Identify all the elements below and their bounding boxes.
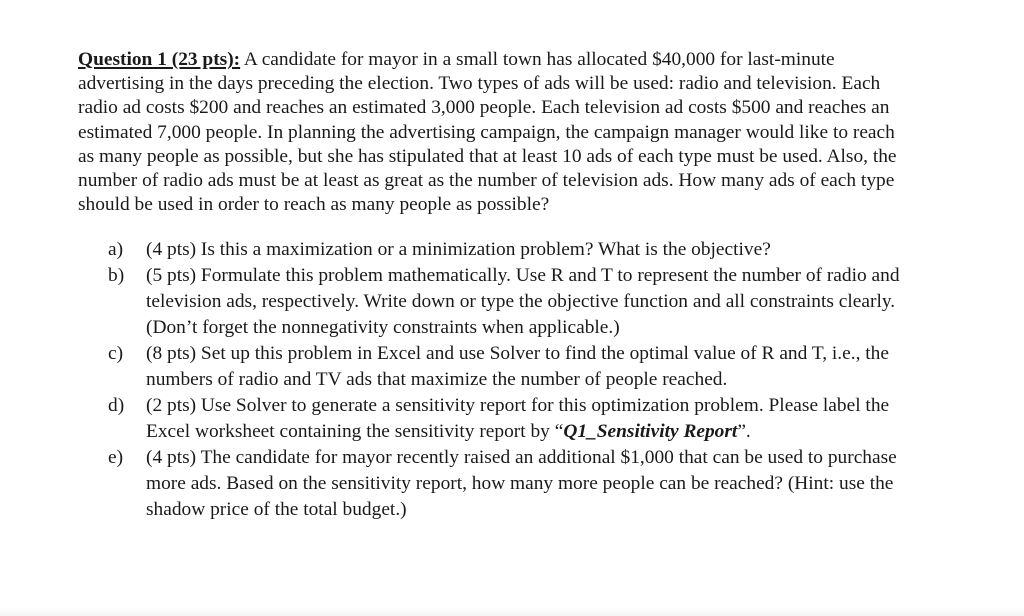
part-d-line-2-prefix: Excel worksheet containing the sensitivity report by “ — [146, 421, 564, 442]
part-b-line-3: (Don’t forget the nonnegativity constraints when applicable.) — [146, 317, 620, 338]
sensitivity-report-name: Q1_Sensitivity Report — [563, 421, 738, 442]
part-c — [108, 341, 968, 393]
part-e-line-1: (4 pts) The candidate for mayor recently raised an additional $1,000 that can be used to purchase — [146, 447, 897, 468]
intro-line-5: as many people as possible, but she has stipulated that at least 10 ads of each type must be used. Also, the — [78, 145, 897, 167]
part-d-line-1: (2 pts) Use Solver to generate a sensitivity report for this optimization problem. Please label the — [146, 395, 890, 416]
part-d-letter: d) — [108, 395, 125, 416]
question-heading: Question 1 (23 pts): — [78, 49, 241, 70]
part-d — [108, 393, 968, 445]
part-a — [108, 237, 968, 263]
part-b-line-1: (5 pts) Formulate this problem mathematically. Use R and T to represent the number of radio and — [146, 265, 900, 286]
question-intro — [78, 48, 978, 217]
part-a-letter: a) — [108, 239, 124, 260]
part-b-line-2: television ads, respectively. Write down or type the objective function and all constraints clearly. — [146, 291, 896, 312]
part-c-line-1: (8 pts) Set up this problem in Excel and use Solver to find the optimal value of R and T, i.e., the — [146, 343, 889, 364]
intro-line-1 — [78, 48, 978, 72]
intro-line-3: radio ad costs $200 and reaches an estimated 3,000 people. Each television ad costs $500 and reaches an — [78, 97, 890, 119]
part-d-line-2-suffix: ”. — [737, 421, 751, 442]
intro-first-text: A candidate for mayor in a small town has allocated $40,000 for last-minute — [240, 49, 835, 70]
part-c-letter: c) — [108, 343, 124, 364]
intro-line-4: estimated 7,000 people. In planning the advertising campaign, the campaign manager would like to reach — [78, 121, 895, 143]
question-content — [78, 48, 978, 520]
part-e — [108, 445, 968, 523]
part-d-line-2 — [146, 419, 968, 445]
part-a-line-1: (4 pts) Is this a maximization or a minimization problem? What is the objective? — [146, 239, 771, 260]
part-e-letter: e) — [108, 447, 124, 468]
part-b — [108, 263, 968, 341]
intro-line-7: should be used in order to reach as many people as possible? — [78, 194, 550, 216]
part-e-line-3: shadow price of the total budget.) — [146, 499, 407, 520]
intro-line-2: advertising in the days preceding the election. Two types of ads will be used: radio and television. Each — [78, 73, 881, 95]
intro-line-6: number of radio ads must be at least as great as the number of television ads. How many ads of each type — [78, 170, 895, 192]
part-b-letter: b) — [108, 265, 125, 286]
page-bottom-edge — [0, 608, 1024, 616]
part-c-line-2: numbers of radio and TV ads that maximize the number of people reached. — [146, 369, 728, 390]
part-e-line-2: more ads. Based on the sensitivity report, how many more people can be reached? (Hint: use the — [146, 473, 894, 494]
question-parts-list — [108, 237, 968, 523]
